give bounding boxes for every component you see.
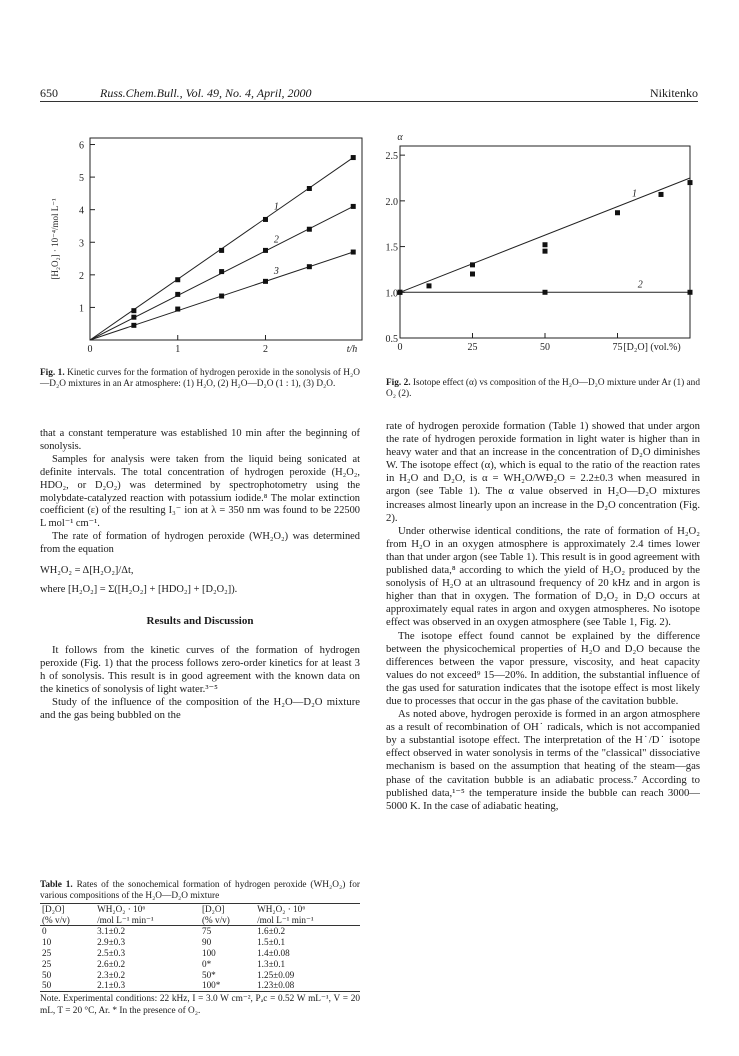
x-tick-label: 1 — [175, 344, 181, 355]
data-point — [615, 210, 620, 215]
table-cell: 0 — [42, 926, 47, 937]
data-point — [219, 294, 224, 299]
data-point — [688, 290, 693, 295]
x-tick-label: 0 — [397, 342, 403, 353]
author-name: Nikitenko — [650, 86, 698, 100]
data-point — [543, 249, 548, 254]
series-label: 3 — [273, 265, 279, 277]
table-row — [40, 926, 360, 937]
data-point — [131, 315, 136, 320]
table-header: WΗ₂Ο₂ · 10⁶ — [255, 903, 360, 914]
table-cell: 1.4±0.08 — [257, 948, 290, 958]
y-tick-label: 2.0 — [385, 196, 398, 208]
table-row — [40, 980, 360, 991]
data-point — [263, 217, 268, 222]
table-subheader: /mol L⁻¹ min⁻¹ — [95, 915, 200, 926]
figure-2-caption-text: Isotope effect (α) vs composition of the H₂O—D₂O mixture under Ar (1) and O₂ (2). — [386, 378, 700, 400]
figure-2-caption-label: Fig. 2. — [386, 378, 411, 388]
x-tick-label: 2 — [262, 344, 268, 355]
left-paragraph-1: that a constant temperature was established 10 min after the beginning of sonolysis. — [40, 428, 360, 452]
table-1-caption — [40, 880, 360, 903]
x-tick-label: 0 — [87, 344, 93, 355]
data-point — [307, 227, 312, 232]
right-paragraph-2: Under otherwise identical conditions, the rate of formation of H₂O₂ from H₂O in an oxygen atmosphere is approximately 2.4 times lower than that under argon (see Table 1). This result is in good agreement with published data,⁸ according to which the yield of H₂O₂ produced by the sonolysis of H₂O at an ultrasound frequency of 20 kHz and in argon is higher than that in oxygen. The formation of D₂O₂ in D₂O occurs at approximately equal rates in argon and oxygen atmospheres. No isotope effect was observed in an oxygen atmosphere (see Table 1, Fig. 2). — [386, 524, 700, 629]
data-point — [543, 242, 548, 247]
data-point — [543, 290, 548, 295]
section-heading: Results and Discussion — [146, 614, 254, 627]
table-1-caption-text: Rates of the sonochemical formation of hydrogen peroxide (WΗ₂Ο₂) for various compositions of the H₂O—D₂O mixture — [40, 880, 360, 902]
x-axis-label: t/h — [346, 344, 358, 355]
y-tick-label: 5 — [79, 173, 84, 185]
table-cell: 50 — [42, 969, 52, 980]
table-header: WΗ₂Ο₂ · 10⁶ — [95, 903, 200, 914]
series-label: 2 — [273, 234, 279, 246]
table-cell: 1.23±0.08 — [255, 980, 360, 991]
table-1-caption-label: Table 1. — [40, 880, 73, 890]
table-cell: 0* — [201, 958, 212, 969]
equation-2: where [H₂O₂] = Σ([H₂O₂] + [HDO₂] + [D₂O₂]). — [40, 583, 238, 595]
table-cell: 1.3±0.1 — [257, 958, 286, 969]
table-cell: 90 — [201, 937, 212, 948]
table-subheader: (% v/v) — [40, 915, 95, 926]
table-row — [40, 937, 360, 948]
journal-citation: Russ.Chem.Bull., Vol. 49, No. 4, April, 2000 — [100, 86, 312, 100]
table-row — [40, 970, 360, 981]
table-cell: 2.5±0.3 — [97, 948, 126, 958]
data-point — [263, 279, 268, 284]
data-point — [131, 308, 136, 313]
y-tick-label: 4 — [79, 205, 84, 217]
x-tick-label: 25 — [467, 342, 478, 353]
table-row — [40, 948, 360, 959]
table-subheader: /mol L⁻¹ min⁻¹ — [255, 915, 360, 926]
data-point — [470, 262, 475, 267]
table-cell: 1.25±0.09 — [257, 969, 295, 980]
table-row — [40, 959, 360, 970]
table-1-block — [40, 880, 360, 1017]
figure-2-chart — [378, 128, 700, 368]
data-point — [351, 250, 356, 255]
data-point — [351, 204, 356, 209]
left-paragraph-4: It follows from the kinetic curves of the formation of hydrogen peroxide (Fig. 1) that the process follows zero-order kinetics for at least 3 h of sonolysis. This result is in good agreement with the known data on the kinetics of sonolysis of light water.³⁻⁵ — [40, 643, 360, 696]
data-point — [307, 264, 312, 269]
data-point — [263, 248, 268, 253]
figure-1-caption — [40, 368, 360, 391]
data-point — [427, 283, 432, 288]
table-cell: 2.1±0.3 — [95, 980, 200, 991]
series-label: 2 — [637, 279, 643, 291]
data-point — [219, 248, 224, 253]
table-cell: 100* — [200, 980, 255, 991]
series-label: 1 — [632, 188, 637, 200]
series-line — [400, 178, 690, 292]
y-tick-label: 1.0 — [385, 288, 398, 300]
left-paragraph-5: Study of the influence of the composition of the H₂O—D₂O mixture and the gas being bubbled on the — [40, 696, 360, 722]
data-point — [398, 290, 403, 295]
table-1 — [40, 903, 360, 992]
left-paragraph-2: Samples for analysis were taken from the liquid being sonicated at definite intervals. The total concentration of hydrogen peroxide (H₂O₂, HDO₂, or D₂O₂) was determined by spectrophotometry using the molybdate-catalyzed reaction with potassium iodide.⁸ The molar extinction coefficient (ε) of the resulting I₃⁻ ion at λ = 350 nm was found to be 22500 L mol⁻¹ cm⁻¹. — [40, 453, 360, 530]
x-tick-label: 75 — [612, 342, 623, 353]
table-cell: 1.6±0.2 — [257, 926, 286, 937]
y-axis-label: [H₂O₂] · 10⁻⁴/mol L⁻¹ — [50, 198, 60, 280]
table-cell: 3.1±0.2 — [97, 926, 126, 937]
left-column — [40, 428, 360, 722]
page-number: 650 — [40, 86, 58, 100]
data-point — [351, 155, 356, 160]
table-cell: 2.3±0.2 — [97, 969, 126, 980]
data-point — [131, 323, 136, 328]
equation-1: WΗ₂Ο₂ = Δ[H₂O₂]/Δt, — [40, 565, 134, 577]
table-1-note: Note. Experimental conditions: 22 kHz, I = 3.0 W cm⁻², Pₐc = 0.52 W mL⁻¹, V = 20 mL, T = 20 °C, Ar. * In the presence of O₂. — [40, 994, 360, 1016]
data-point — [175, 277, 180, 282]
plot-frame — [90, 138, 362, 340]
table-cell: 2.6±0.2 — [97, 958, 126, 969]
table-cell: 2.9±0.3 — [97, 937, 126, 948]
table-cell: 25 — [42, 958, 52, 969]
right-paragraph-1: rate of hydrogen peroxide formation (Table 1) showed that under argon the rate of hydrogen peroxide formation in light water is higher than in heavy water and that an increase in the concentration of D₂O diminishes W. The isotope effect (α), which is equal to the ratio of the reaction rates in H₂O and D₂O, is α = WΗ₂Ο/WĐ₂Ο = 2.2±0.3 when measured in argon (see Table 1). The α value observed in H₂O—D₂O mixtures increases almost linearly upon an increase in the D₂O concentration (Fig. 2). — [386, 420, 700, 524]
table-header: [D₂O] — [40, 903, 95, 914]
right-paragraph-3: The isotope effect found cannot be explained by the difference between the physicochemical properties of H₂O and D₂O because the differences between the vapor pressure, viscosity, and heat capacity values do not exceed⁹ 15—20%. In addition, the substantial influence of the gas used for saturation indicates that the isotope effect is most likely due to processes that occur in the gas phase of the cavitation bubble. — [386, 629, 700, 707]
y-tick-label: 1 — [79, 303, 84, 315]
y-tick-label: 6 — [79, 140, 84, 152]
left-paragraph-3: The rate of formation of hydrogen peroxide (WΗ₂Ο₂) was determined from the equation — [40, 531, 360, 556]
y-axis-label: α — [397, 132, 403, 143]
x-tick-label: 50 — [540, 342, 550, 353]
table-cell: 75 — [201, 926, 212, 937]
table-cell: 25 — [42, 948, 52, 958]
data-point — [659, 192, 664, 197]
figure-1-caption-label: Fig. 1. — [40, 368, 65, 378]
data-point — [307, 186, 312, 191]
y-tick-label: 0.5 — [385, 334, 398, 345]
y-tick-label: 1.5 — [385, 242, 398, 254]
data-point — [688, 180, 693, 185]
figure-1-chart — [40, 128, 370, 360]
figure-1-caption-text: Kinetic curves for the formation of hydrogen peroxide in the sonolysis of H₂O—D₂O mixtures in an Ar atmosphere: (1) H₂O, (2) H₂O—D₂O (1 : 1), (3) D₂O. — [40, 368, 360, 390]
y-tick-label: 3 — [79, 238, 84, 250]
data-point — [219, 269, 224, 274]
table-subheader: (% v/v) — [200, 915, 255, 926]
header-rule — [40, 101, 698, 102]
data-point — [175, 292, 180, 297]
x-axis-label: [D₂O] (vol.%) — [623, 342, 681, 353]
table-cell: 50 — [40, 980, 95, 991]
figure-2-caption — [386, 378, 700, 401]
data-point — [470, 272, 475, 277]
table-cell: 10 — [42, 937, 52, 948]
right-column — [386, 420, 700, 813]
right-paragraph-4: As noted above, hydrogen peroxide is formed in an argon atmosphere as a result of recombination of OH˙ radicals, which is not accompanied by a substantial isotope effect. The interpretation of the H˙/D˙ isotope effect observed in water sonolysis in terms of the "classical" dissociative mechanism is based on the assumption that heating of the steam—gas phase of the cavitation bubble is an adiabatic process.⁷ According to published data,¹⁻⁵ the temperature inside the bubble can reach 3000—5000 K. In the case of adiabatic heating, — [386, 708, 700, 812]
series-label: 1 — [273, 201, 279, 213]
data-point — [175, 307, 180, 312]
table-cell: 50* — [201, 969, 216, 980]
y-tick-label: 2.5 — [385, 151, 398, 163]
table-cell: 1.5±0.1 — [257, 937, 286, 948]
table-header: [D₂O] — [200, 903, 255, 914]
table-cell: 100 — [201, 948, 216, 958]
y-tick-label: 2 — [79, 270, 84, 282]
plot-frame — [400, 146, 690, 338]
